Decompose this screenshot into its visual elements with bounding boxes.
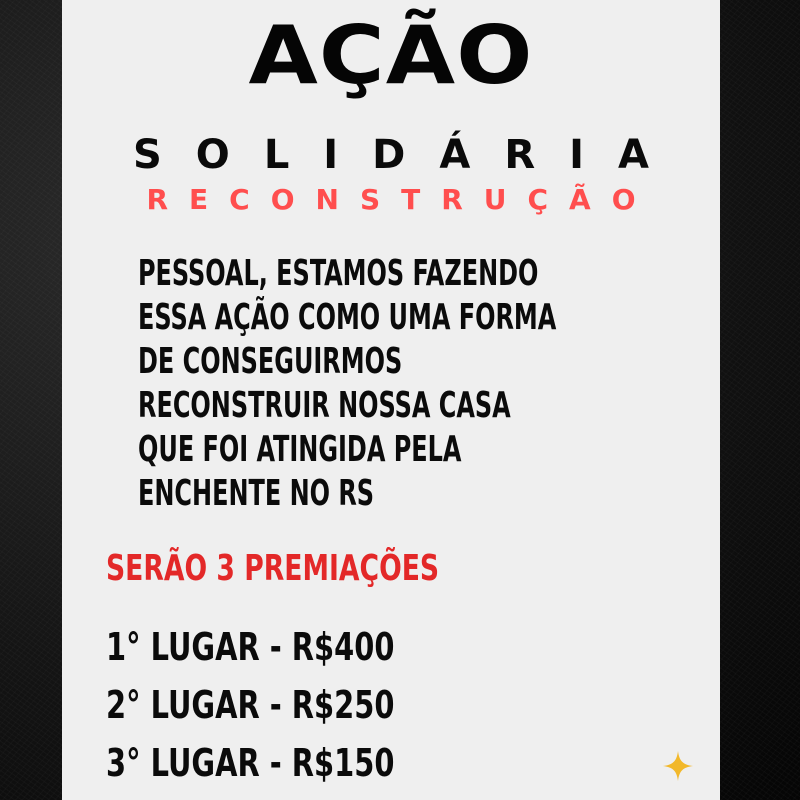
message-line: QUE FOI ATINGIDA PELA (138, 429, 462, 470)
message-paragraph (138, 252, 703, 516)
message-line: ENCHENTE NO RS (138, 473, 375, 514)
flyer-subtitle-reconstruction: RECONSTRUÇÃO (146, 183, 657, 216)
prize-third-place: 3° LUGAR - R$150 (106, 741, 395, 785)
flyer-subtitle: SOLIDÁRIA (133, 132, 683, 178)
flyer-card (62, 0, 720, 800)
prize-list (106, 618, 486, 792)
prizes-heading: SERÃO 3 PREMIAÇÕES (106, 548, 440, 589)
flyer-title: AÇÃO (248, 9, 534, 102)
right-dark-background (720, 0, 800, 800)
sparkle-star-icon (662, 750, 694, 782)
message-line: ESSA AÇÃO COMO UMA FORMA (138, 297, 557, 338)
prize-first-place: 1° LUGAR - R$400 (106, 625, 395, 669)
message-line: RECONSTRUIR NOSSA CASA (138, 385, 511, 426)
prize-second-place: 2° LUGAR - R$250 (106, 683, 395, 727)
left-dark-background (0, 0, 62, 800)
message-line: DE CONSEGUIRMOS (138, 341, 403, 382)
message-line: PESSOAL, ESTAMOS FAZENDO (138, 253, 539, 294)
